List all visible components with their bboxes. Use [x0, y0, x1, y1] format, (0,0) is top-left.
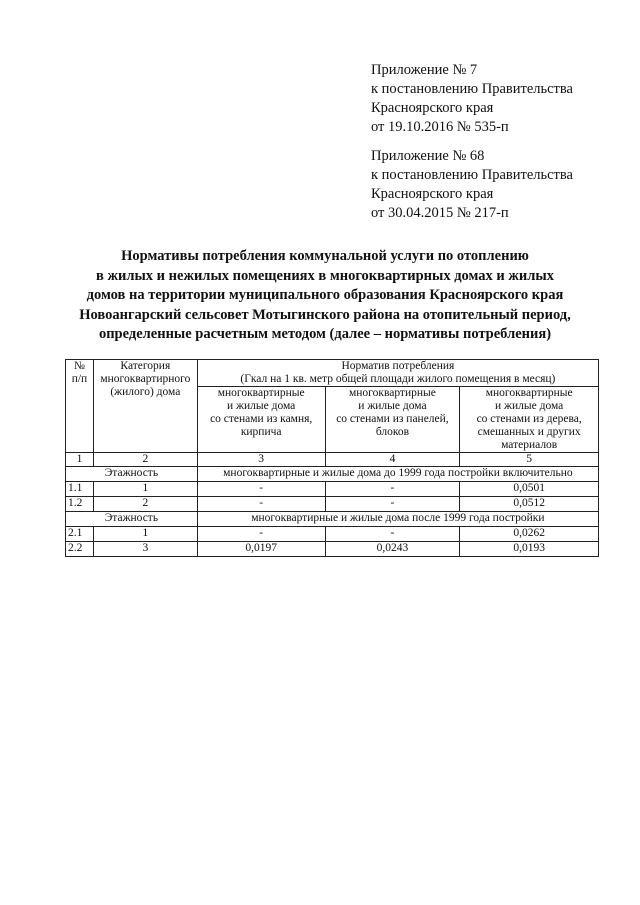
column-number: 2: [93, 453, 197, 467]
column-number-row: [66, 453, 599, 467]
header-stone-walls: многоквартирные и жилые дома со стенами из камня, кирпича: [197, 387, 325, 453]
document-title: [60, 247, 590, 345]
cell-floors: 2: [93, 497, 197, 512]
cell-stone: -: [197, 527, 325, 542]
appendix-line: Приложение № 7: [371, 62, 478, 78]
section-label: Этажность: [66, 467, 198, 482]
cell-floors: 1: [93, 482, 197, 497]
header-norm: Норматив потребления (Гкал на 1 кв. метр общей площади жилого помещения в месяц): [197, 360, 598, 387]
appendix-7-block: [371, 61, 573, 137]
table-row: [66, 527, 599, 542]
cell-floors: 3: [93, 542, 197, 557]
header-category: Категория многоквартирного (жилого) дома: [93, 360, 197, 453]
row-number: 1.2: [66, 497, 94, 512]
cell-wood: 0,0501: [460, 482, 599, 497]
section-label: Этажность: [66, 512, 198, 527]
header-panel-walls: многоквартирные и жилые дома со стенами из панелей, блоков: [325, 387, 460, 453]
table-row: [66, 482, 599, 497]
section-header-row: [66, 512, 599, 527]
appendix-line: к постановлению Правительства: [371, 81, 573, 97]
appendix-68-block: [371, 147, 573, 223]
row-number: 2.2: [66, 542, 94, 557]
title-line: домов на территории муниципального образования Красноярского края: [86, 287, 564, 303]
norms-table: [65, 359, 599, 557]
row-number: 1.1: [66, 482, 94, 497]
cell-panel: -: [325, 527, 460, 542]
appendix-line: к постановлению Правительства: [371, 167, 573, 183]
cell-panel: -: [325, 497, 460, 512]
title-line: определенные расчетным методом (далее – нормативы потребления): [98, 326, 552, 342]
table-header-row: [66, 360, 599, 387]
header-wood-walls: многоквартирные и жилые дома со стенами из дерева, смешанных и других материалов: [460, 387, 599, 453]
title-line: Новоангарский сельсовет Мотыгинского района на отопительный период,: [79, 306, 571, 323]
appendix-line: от 19.10.2016 № 535-п: [371, 119, 509, 135]
table-row: [66, 497, 599, 512]
column-number: 1: [66, 453, 94, 467]
appendix-line: Приложение № 68: [371, 148, 485, 164]
table-row: [66, 542, 599, 557]
header-num: № п/п: [66, 360, 94, 453]
column-number: 5: [460, 453, 599, 467]
row-number: 2.1: [66, 527, 94, 542]
section-title: многоквартирные и жилые дома после 1999 года постройки: [197, 512, 598, 527]
cell-stone: -: [197, 497, 325, 512]
cell-panel: 0,0243: [325, 542, 460, 557]
column-number: 3: [197, 453, 325, 467]
cell-wood: 0,0512: [460, 497, 599, 512]
cell-floors: 1: [93, 527, 197, 542]
cell-wood: 0,0193: [460, 542, 599, 557]
cell-stone: 0,0197: [197, 542, 325, 557]
section-title: многоквартирные и жилые дома до 1999 года постройки включительно: [197, 467, 598, 482]
cell-wood: 0,0262: [460, 527, 599, 542]
section-header-row: [66, 467, 599, 482]
appendix-line: Красноярского края: [371, 100, 494, 116]
title-line: в жилых и нежилых помещениях в многоквартирных домах и жилых: [96, 267, 554, 284]
title-line: Нормативы потребления коммунальной услуги по отоплению: [121, 248, 529, 264]
cell-panel: -: [325, 482, 460, 497]
appendix-line: Красноярского края: [371, 186, 494, 202]
cell-stone: -: [197, 482, 325, 497]
column-number: 4: [325, 453, 460, 467]
appendix-line: от 30.04.2015 № 217-п: [371, 205, 509, 221]
